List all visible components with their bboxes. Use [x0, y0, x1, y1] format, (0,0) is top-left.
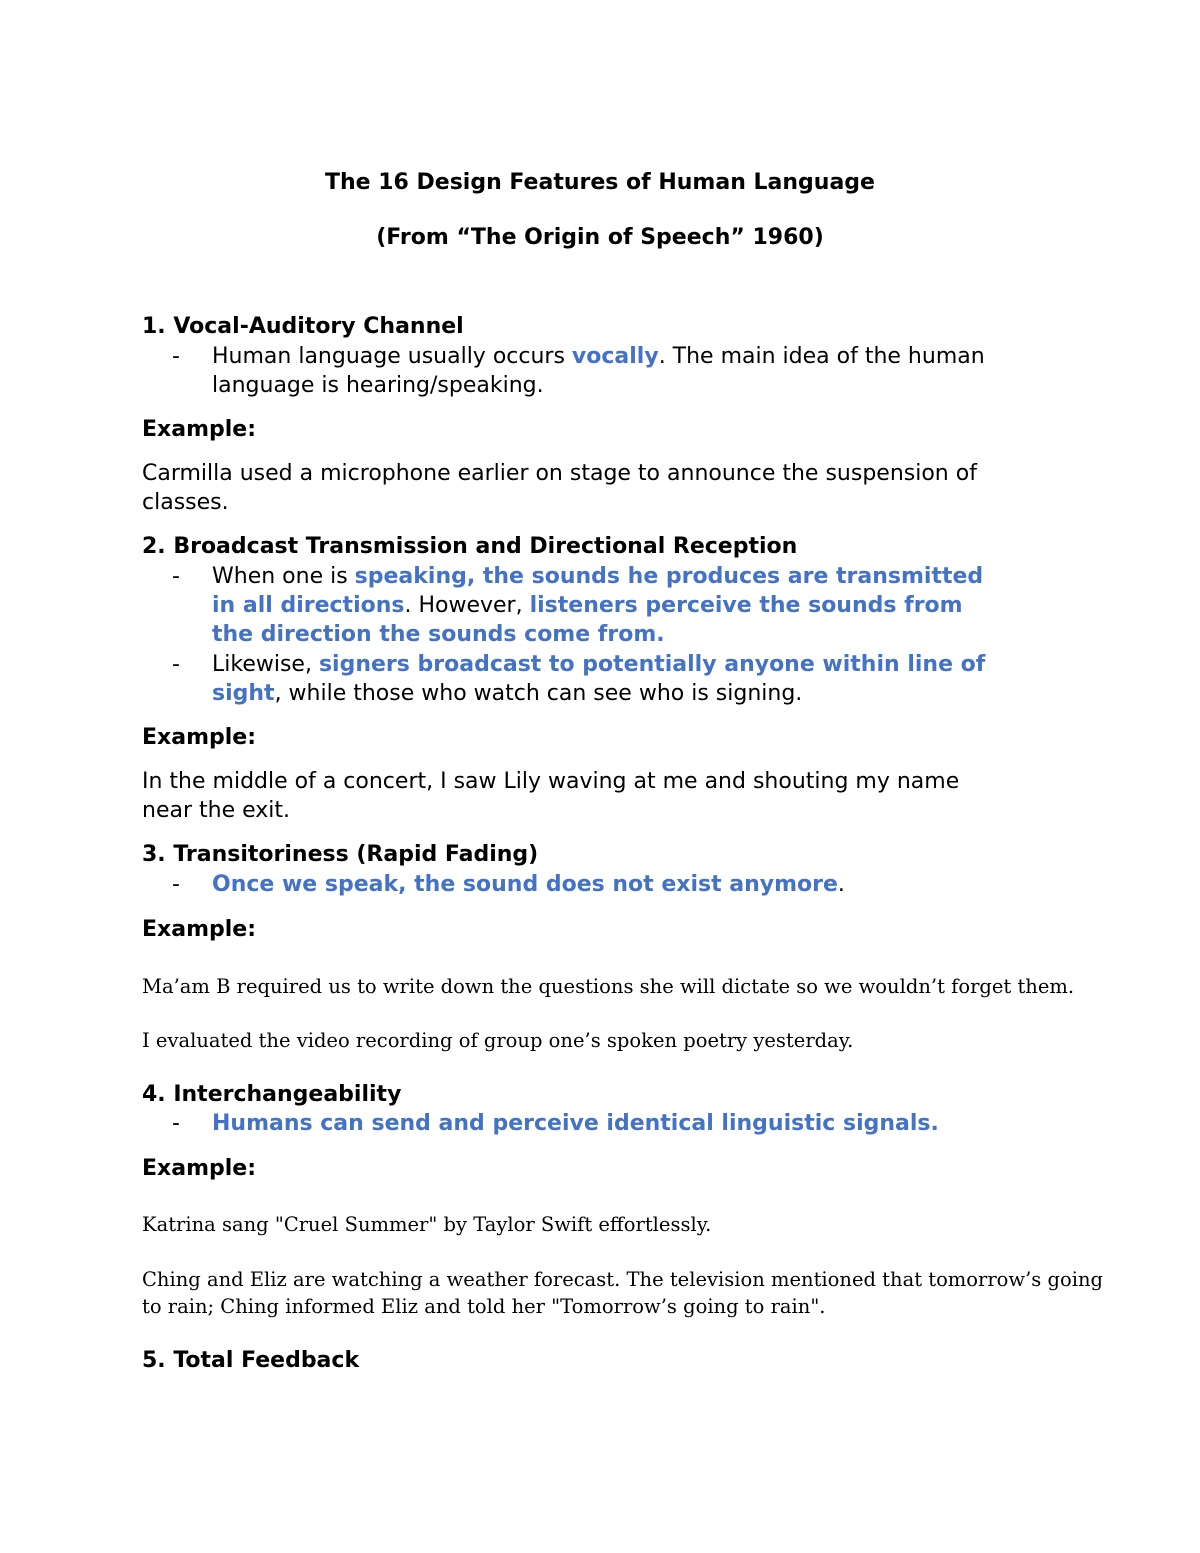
text-run: Human language usually occurs [212, 344, 572, 369]
bullet-line [212, 620, 665, 650]
highlight-text: Humans can send and perceive identical linguistic signals. [212, 1111, 939, 1136]
bullet-marker: - [172, 652, 180, 677]
highlight-text: sight [212, 681, 275, 706]
document-title: The 16 Design Features of Human Language [325, 170, 875, 195]
example-text: to rain; Ching informed Eliz and told her "Tomorrow’s going to rain". [142, 1295, 826, 1318]
section-heading-interchangeability: 4. Interchangeability [142, 1082, 402, 1107]
section-heading-transitoriness: 3. Transitoriness (Rapid Fading) [142, 842, 539, 867]
bullet-marker: - [172, 1111, 180, 1136]
text-run: Likewise, [212, 652, 319, 677]
bullet-marker: - [172, 872, 180, 897]
highlight-text: signers broadcast to potentially anyone within line of [318, 652, 986, 677]
bullet-line: language is hearing/speaking. [212, 373, 544, 398]
section-heading-broadcast: 2. Broadcast Transmission and Directional Reception [142, 534, 798, 559]
text-run: , while those who watch can see who is signing. [274, 681, 803, 706]
example-text: In the middle of a concert, I saw Lily waving at me and shouting my name [142, 769, 960, 794]
highlight-text: listeners perceive the sounds from [529, 593, 963, 618]
bullet-line [212, 679, 802, 709]
text-run: . [837, 872, 845, 897]
example-text: Ma’am B required us to write down the questions she will dictate so we wouldn’t forget them. [142, 975, 1075, 998]
bullet-line [212, 870, 845, 900]
highlight-text: in all directions [212, 593, 405, 618]
bullet-line [212, 562, 983, 592]
highlight-text: speaking, the sounds he produces are transmitted [354, 564, 984, 589]
text-run: When one is [212, 564, 355, 589]
highlight-text: Once we speak, the sound does not exist anymore [212, 872, 838, 897]
section-heading-total-feedback: 5. Total Feedback [142, 1348, 360, 1373]
text-run: . However, [404, 593, 530, 618]
example-text: Ching and Eliz are watching a weather forecast. The television mentioned that tomorrow’s going [142, 1268, 1104, 1291]
example-text: classes. [142, 490, 229, 515]
bullet-marker: - [172, 344, 180, 369]
bullet-line [212, 342, 985, 372]
example-label: Example: [142, 417, 256, 442]
example-label: Example: [142, 725, 256, 750]
example-label: Example: [142, 917, 256, 942]
bullet-line [212, 591, 963, 621]
example-label: Example: [142, 1156, 256, 1181]
example-text: near the exit. [142, 798, 290, 823]
example-text: Carmilla used a microphone earlier on stage to announce the suspension of [142, 461, 977, 486]
text-run: . The main idea of the human [658, 344, 985, 369]
example-text: I evaluated the video recording of group one’s spoken poetry yesterday. [142, 1029, 854, 1052]
highlight-text: vocally [571, 344, 659, 369]
bullet-line [212, 1109, 939, 1139]
document-subtitle: (From “The Origin of Speech” 1960) [376, 225, 824, 250]
bullet-marker: - [172, 564, 180, 589]
highlight-text: the direction the sounds come from. [212, 622, 665, 647]
bullet-line [212, 650, 985, 680]
section-heading-vocal-auditory: 1. Vocal-Auditory Channel [142, 314, 464, 339]
example-text: Katrina sang "Cruel Summer" by Taylor Swift effortlessly. [142, 1213, 712, 1236]
